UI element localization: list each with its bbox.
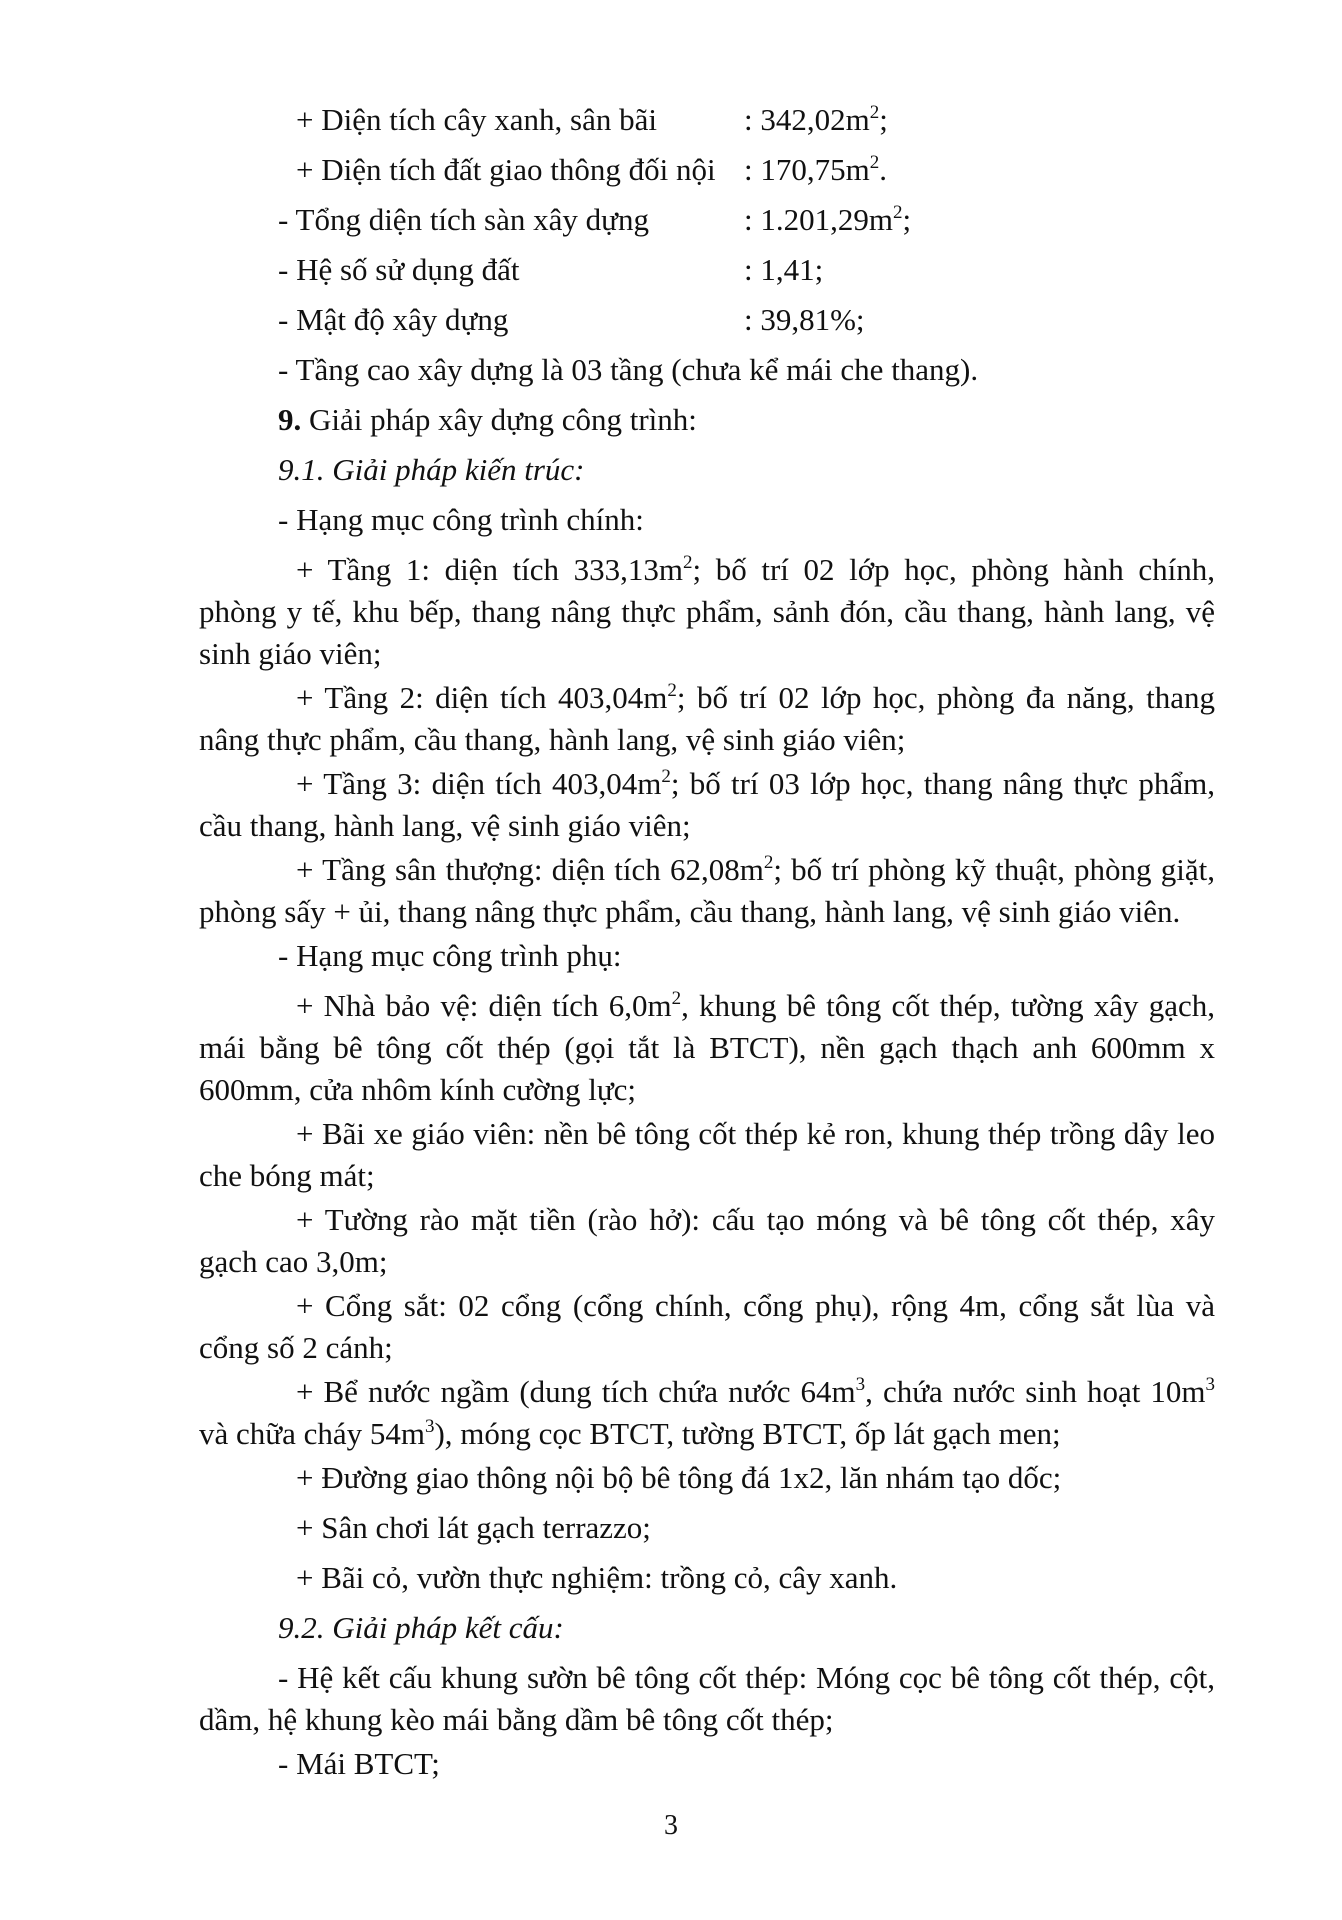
floor3-line2: cầu thang, hành lang, vệ sinh giáo viên; — [199, 808, 691, 843]
parking-line1: + Bãi xe giáo viên: nền bê tông cốt thép kẻ ron, khung thép trồng dây leo — [296, 1116, 1215, 1151]
road-line: + Đường giao thông nội bộ bê tông đá 1x2, lăn nhám tạo dốc; — [296, 1460, 1062, 1495]
floor1-line3: sinh giáo viên; — [199, 636, 382, 671]
parking-line2: che bóng mát; — [199, 1158, 375, 1193]
structure-line2: dầm, hệ khung kèo mái bằng dầm bê tông cốt thép; — [199, 1702, 834, 1737]
section-9-1-heading: 9.1. Giải pháp kiến trúc: — [278, 452, 585, 487]
gate-line1: + Cổng sắt: 02 cổng (cổng chính, cổng phụ), rộng 4m, cổng sắt lùa và — [296, 1288, 1215, 1323]
rooftop-line1: + Tầng sân thượng: diện tích $62,08m^2$; bố trí phòng kỹ thuật, phòng giặt, — [296, 852, 1215, 887]
guard-line3: 600mm, cửa nhôm kính cường lực; — [199, 1072, 637, 1107]
stat-value-land-use-ratio: : 1,41; — [744, 252, 824, 287]
stat-value-internal-traffic: : $170,75m^2$. — [744, 152, 887, 187]
roof-line: - Mái BTCT; — [278, 1746, 440, 1781]
gate-line2: cổng số 2 cánh; — [199, 1330, 393, 1365]
page-number: 3 — [664, 1810, 678, 1841]
floor1-line2: phòng y tế, khu bếp, thang nâng thực phẩm, sảnh đón, cầu thang, hành lang, vệ — [199, 594, 1215, 629]
tank-line1: + Bể nước ngầm (dung tích chứa nước $64m^3$, chứa nước sinh hoạt $10m^3$ — [296, 1374, 1215, 1409]
floor1-line1: + Tầng 1: diện tích $333,13m^2$; bố trí 02 lớp học, phòng hành chính, — [296, 552, 1216, 587]
fence-line2: gạch cao 3,0m; — [199, 1244, 388, 1279]
guard-line1: + Nhà bảo vệ: diện tích $6,0m^2$, khung bê tông cốt thép, tường xây gạch, — [296, 988, 1216, 1023]
stat-value-building-density: : 39,81%; — [744, 302, 865, 337]
stat-value-floor-area: : $1.201,29m^2$; — [744, 202, 912, 237]
stat-label-floor-area: - Tổng diện tích sàn xây dựng — [278, 202, 649, 237]
stat-label-building-density: - Mật độ xây dựng — [278, 302, 509, 337]
section-9-2-heading: 9.2. Giải pháp kết cấu: — [278, 1610, 564, 1645]
guard-line2: mái bằng bê tông cốt thép (gọi tắt là BTCT), nền gạch thạch anh 600mm x — [199, 1030, 1215, 1065]
section-9-heading: 9. Giải pháp xây dựng công trình: — [278, 402, 697, 437]
floor2-line1: + Tầng 2: diện tích $403,04m^2$; bố trí 02 lớp học, phòng đa năng, thang — [296, 680, 1215, 715]
floor3-line1: + Tầng 3: diện tích $403,04m^2$; bố trí 03 lớp học, thang nâng thực phẩm, — [296, 766, 1215, 801]
floor2-line2: nâng thực phẩm, cầu thang, hành lang, vệ sinh giáo viên; — [199, 722, 906, 757]
stat-value-greenery: : $342,02m^2$; — [744, 102, 888, 137]
stat-label-greenery: + Diện tích cây xanh, sân bãi — [296, 102, 657, 137]
stat-label-land-use-ratio: - Hệ số sử dụng đất — [278, 252, 520, 287]
floors-line: - Tầng cao xây dựng là 03 tầng (chưa kể mái che thang). — [278, 352, 979, 387]
main-items-heading: - Hạng mục công trình chính: — [278, 502, 644, 537]
rooftop-line2: phòng sấy + ủi, thang nâng thực phẩm, cầu thang, hành lang, vệ sinh giáo viên. — [199, 894, 1181, 929]
stat-label-internal-traffic: + Diện tích đất giao thông đối nội — [296, 152, 716, 187]
structure-line1: - Hệ kết cấu khung sườn bê tông cốt thép: Móng cọc bê tông cốt thép, cột, — [278, 1660, 1215, 1695]
fence-line1: + Tường rào mặt tiền (rào hở): cấu tạo móng và bê tông cốt thép, xây — [296, 1202, 1215, 1237]
lawn-line: + Bãi cỏ, vườn thực nghiệm: trồng cỏ, cây xanh. — [296, 1560, 898, 1595]
aux-items-heading: - Hạng mục công trình phụ: — [278, 938, 622, 973]
tank-line2: và chữa cháy $54m^3$), móng cọc BTCT, tường BTCT, ốp lát gạch men; — [199, 1416, 1061, 1451]
playground-line: + Sân chơi lát gạch terrazzo; — [296, 1510, 651, 1545]
